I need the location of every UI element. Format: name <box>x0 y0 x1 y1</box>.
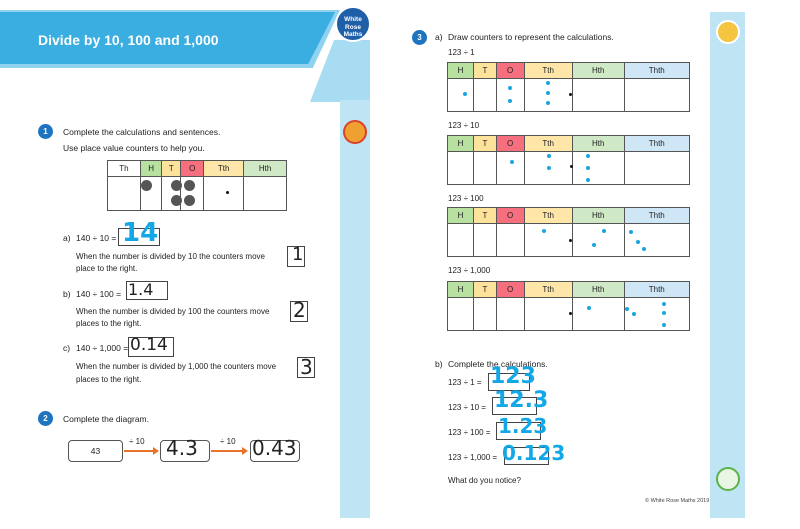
calc-label: 123 ÷ 1,000 <box>448 266 491 275</box>
chart-cell <box>474 79 497 112</box>
q3b-calculation: 123 ÷ 1,000 = <box>448 453 498 462</box>
chart-cell <box>448 79 474 112</box>
operation-label: ÷ 10 <box>129 437 145 446</box>
q1c-sentence: When the number is divided by 1,000 the counters move <box>76 362 277 371</box>
q3b-instruction: Complete the calculations. <box>448 359 548 369</box>
column-header: O <box>496 136 524 152</box>
column-header: H <box>448 63 474 79</box>
column-header: Tth <box>524 63 572 79</box>
logo-word: White <box>344 16 362 23</box>
q3a-instruction: Draw counters to represent the calculations. <box>448 32 614 42</box>
q1c-label: c) <box>63 343 71 353</box>
q1b-label: b) <box>63 289 71 299</box>
arrow-1 <box>124 450 154 452</box>
q1b-sentence: When the number is divided by 100 the counters move <box>76 307 270 316</box>
tens-counter <box>184 195 195 206</box>
drawn-counter <box>547 166 551 170</box>
footer-copyright: © White Rose Maths 2019 <box>645 498 710 504</box>
place-value-chart <box>447 207 690 257</box>
drawn-counter <box>625 307 629 311</box>
question-2-number: 2 <box>38 411 53 426</box>
drawn-counter <box>546 91 550 95</box>
counters-icon <box>343 120 367 144</box>
column-header: H <box>448 282 474 298</box>
column-header: Thth <box>624 282 689 298</box>
drawn-counter <box>632 312 636 316</box>
column-header: Hth <box>572 282 624 298</box>
hundreds-counter <box>141 180 152 191</box>
q3b-calculation: 123 ÷ 1 = <box>448 378 482 387</box>
chart-cell <box>474 298 497 331</box>
q1b-sentence-2: places to the right. <box>76 319 142 328</box>
tens-counter <box>171 195 182 206</box>
side-strip <box>710 12 745 518</box>
notice-question: What do you notice? <box>448 476 521 485</box>
pencil-icon <box>716 20 740 44</box>
drawn-counter <box>546 101 550 105</box>
column-header: Thth <box>624 208 689 224</box>
question-1-number: 1 <box>38 124 53 139</box>
q1c-sentence-2: places to the right. <box>76 375 142 384</box>
chart-cell <box>496 79 524 112</box>
drawn-counter <box>587 306 591 310</box>
handwritten-answer: 1 <box>292 244 304 265</box>
q3b-calculation: 123 ÷ 10 = <box>448 403 486 412</box>
chart-cell <box>474 224 497 257</box>
column-header: Hth <box>572 208 624 224</box>
calc-label: 123 ÷ 100 <box>448 194 484 203</box>
question-3-number: 3 <box>412 30 427 45</box>
chart-cell <box>624 152 689 185</box>
chart-cell <box>572 298 624 331</box>
drawn-counter <box>586 154 590 158</box>
decimal-point <box>226 191 229 194</box>
q1a-calculation: 140 ÷ 10 = <box>76 233 117 243</box>
chart-cell <box>448 298 474 331</box>
column-header: Thth <box>624 63 689 79</box>
decimal-point <box>569 93 572 96</box>
chart-cell <box>624 79 689 112</box>
place-value-chart <box>107 160 287 211</box>
column-header: H <box>448 208 474 224</box>
column-header: T <box>474 136 497 152</box>
column-header: Hth <box>244 161 287 177</box>
column-header: O <box>496 208 524 224</box>
q1-instruction: Complete the calculations and sentences. <box>63 127 221 137</box>
column-header: Tth <box>524 136 572 152</box>
handwritten-answer: 1.4 <box>128 280 154 299</box>
decimal-point <box>570 165 573 168</box>
handwritten-answer: 2 <box>293 298 306 322</box>
handwritten-answer: 4.3 <box>166 436 198 460</box>
chart-cell <box>572 224 624 257</box>
drawn-counter <box>662 311 666 315</box>
chart-cell <box>496 152 524 185</box>
logo-word: Maths <box>343 31 363 38</box>
place-value-chart <box>447 62 690 112</box>
drawn-counter <box>592 243 596 247</box>
calc-label: 123 ÷ 10 <box>448 121 480 130</box>
column-header: Th <box>108 161 141 177</box>
chart-cell <box>204 177 244 211</box>
handwritten-answer: 0.43 <box>252 436 297 460</box>
handwritten-answer: 123 <box>490 364 536 389</box>
chart-cell <box>524 224 572 257</box>
handwritten-answer: 14 <box>122 218 159 248</box>
drawn-counter <box>662 302 666 306</box>
drawn-counter <box>463 92 467 96</box>
calc-label: 123 ÷ 1 <box>448 48 475 57</box>
handwritten-answer: 0.123 <box>502 441 566 465</box>
column-header: T <box>162 161 181 177</box>
page-title: Divide by 10, 100 and 1,000 <box>38 32 219 48</box>
q1c-calculation: 140 ÷ 1,000 = <box>76 343 129 353</box>
chart-cell <box>524 298 572 331</box>
q1b-calculation: 140 ÷ 100 = <box>76 289 122 299</box>
chart-cell <box>496 224 524 257</box>
q3a-label: a) <box>435 32 443 42</box>
column-header: H <box>448 136 474 152</box>
handwritten-answer: 12.3 <box>494 388 549 413</box>
drawn-counter <box>542 229 546 233</box>
decimal-point <box>569 239 572 242</box>
q3b-label: b) <box>435 359 443 369</box>
white-rose-maths-logo <box>335 6 371 42</box>
drawn-counter <box>508 99 512 103</box>
column-header: T <box>474 63 497 79</box>
chart-cell <box>624 224 689 257</box>
column-header: Thth <box>624 136 689 152</box>
column-header: T <box>474 282 497 298</box>
logo-word: Rose <box>345 23 361 31</box>
handwritten-answer: 1.23 <box>498 414 548 438</box>
side-strip <box>340 100 370 518</box>
q1a-label: a) <box>63 233 71 243</box>
q2-instruction: Complete the diagram. <box>63 414 149 424</box>
chart-cell <box>244 177 287 211</box>
drawn-counter <box>602 229 606 233</box>
chart-cell <box>572 79 624 112</box>
decimal-point <box>569 312 572 315</box>
column-header: O <box>181 161 204 177</box>
tens-counter <box>171 180 182 191</box>
column-header: Tth <box>524 282 572 298</box>
q3b-calculation: 123 ÷ 100 = <box>448 428 491 437</box>
column-header: Hth <box>572 136 624 152</box>
drawn-counter <box>586 166 590 170</box>
operation-label: ÷ 10 <box>220 437 236 446</box>
discussion-icon <box>716 467 740 491</box>
chart-cell <box>474 152 497 185</box>
chart-cell <box>572 152 624 185</box>
tens-counter <box>184 180 195 191</box>
chart-cell <box>108 177 141 211</box>
q1a-sentence-2: place to the right. <box>76 264 138 273</box>
column-header: O <box>496 63 524 79</box>
column-header: H <box>140 161 162 177</box>
column-header: Tth <box>204 161 244 177</box>
drawn-counter <box>642 247 646 251</box>
arrow-2 <box>211 450 243 452</box>
chart-cell <box>448 224 474 257</box>
chart-cell <box>496 298 524 331</box>
drawn-counter <box>636 240 640 244</box>
q1a-sentence: When the number is divided by 10 the counters move <box>76 252 265 261</box>
drawn-counter <box>662 323 666 327</box>
diagram-start-box: 43 <box>68 440 123 462</box>
drawn-counter <box>547 154 551 158</box>
drawn-counter <box>629 230 633 234</box>
drawn-counter <box>546 81 550 85</box>
place-value-chart <box>447 135 690 185</box>
handwritten-answer: 0.14 <box>130 335 168 355</box>
chart-cell <box>448 152 474 185</box>
drawn-counter <box>510 160 514 164</box>
place-value-chart <box>447 281 690 331</box>
column-header: Tth <box>524 208 572 224</box>
column-header: Hth <box>572 63 624 79</box>
drawn-counter <box>586 178 590 182</box>
q1-instruction-2: Use place value counters to help you. <box>63 143 205 153</box>
column-header: T <box>474 208 497 224</box>
handwritten-answer: 3 <box>300 355 313 379</box>
drawn-counter <box>508 86 512 90</box>
column-header: O <box>496 282 524 298</box>
